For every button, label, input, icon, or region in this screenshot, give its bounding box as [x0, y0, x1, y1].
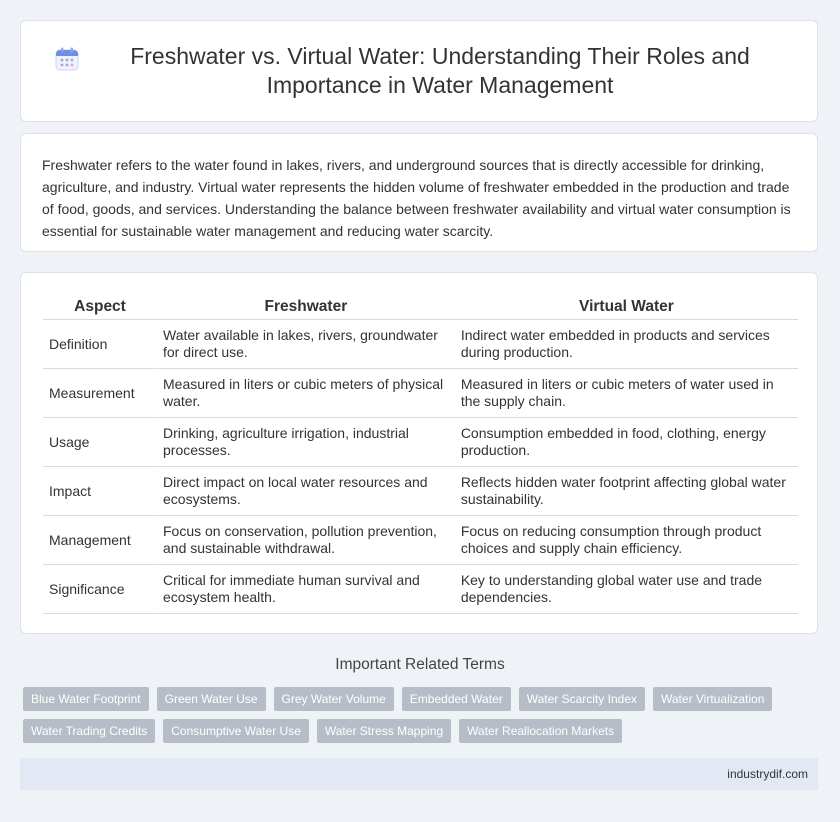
table-header: [43, 295, 798, 320]
row-virtual-water: Indirect water embedded in products and services during production.: [455, 320, 798, 369]
row-virtual-water: Key to understanding global water use and trade dependencies.: [455, 565, 798, 614]
table-row: [43, 418, 798, 467]
tag-water-scarcity-index[interactable]: Water Scarcity Index: [519, 687, 645, 711]
tag-blue-water-footprint[interactable]: Blue Water Footprint: [23, 687, 149, 711]
row-aspect: Impact: [43, 467, 157, 516]
row-aspect: Measurement: [43, 369, 157, 418]
header-freshwater: Freshwater: [157, 295, 455, 320]
table-row: [43, 516, 798, 565]
footer-site-link[interactable]: industrydif.com: [727, 767, 808, 781]
row-virtual-water: Focus on reducing consumption through product choices and supply chain efficiency.: [455, 516, 798, 565]
intro-card: [20, 133, 818, 252]
table-header-row: [43, 295, 798, 320]
footer: [20, 758, 818, 790]
row-virtual-water: Consumption embedded in food, clothing, energy production.: [455, 418, 798, 467]
header-inner: [49, 42, 789, 100]
row-aspect: Management: [43, 516, 157, 565]
row-virtual-water: Reflects hidden water footprint affecting global water sustainability.: [455, 467, 798, 516]
row-aspect: Significance: [43, 565, 157, 614]
tag-water-virtualization[interactable]: Water Virtualization: [653, 687, 772, 711]
table-row: [43, 369, 798, 418]
tag-grey-water-volume[interactable]: Grey Water Volume: [274, 687, 394, 711]
row-aspect: Definition: [43, 320, 157, 369]
comparison-table-card: [20, 272, 818, 634]
row-freshwater: Water available in lakes, rivers, groundwater for direct use.: [157, 320, 455, 369]
comparison-table: [43, 295, 798, 614]
row-freshwater: Drinking, agriculture irrigation, industrial processes.: [157, 418, 455, 467]
tag-water-trading-credits[interactable]: Water Trading Credits: [23, 719, 155, 743]
row-freshwater: Focus on conservation, pollution prevention, and sustainable withdrawal.: [157, 516, 455, 565]
table-row: [43, 565, 798, 614]
row-virtual-water: Measured in liters or cubic meters of water used in the supply chain.: [455, 369, 798, 418]
header-aspect: Aspect: [43, 295, 157, 320]
row-aspect: Usage: [43, 418, 157, 467]
tag-consumptive-water-use[interactable]: Consumptive Water Use: [163, 719, 309, 743]
tag-water-reallocation-markets[interactable]: Water Reallocation Markets: [459, 719, 622, 743]
row-freshwater: Measured in liters or cubic meters of physical water.: [157, 369, 455, 418]
table-row: [43, 320, 798, 369]
tag-water-stress-mapping[interactable]: Water Stress Mapping: [317, 719, 451, 743]
intro-paragraph: Freshwater refers to the water found in lakes, rivers, and underground sources that is directly accessible for drinking, agriculture, and industry. Virtual water represents the hidden volume of freshwater embedded in the production and trade of food, goods, and services. Understanding the balance between freshwater availability and virtual water consumption is essential for sustainable water management and reducing water scarcity.: [42, 157, 791, 239]
related-terms-tags: [23, 687, 813, 743]
tag-embedded-water[interactable]: Embedded Water: [402, 687, 511, 711]
related-terms-title: Important Related Terms: [335, 656, 505, 673]
table-row: [43, 467, 798, 516]
row-freshwater: Critical for immediate human survival and ecosystem health.: [157, 565, 455, 614]
page-title: Freshwater vs. Virtual Water: Understanding Their Roles and Importance in Water Management: [130, 43, 750, 98]
calendar-icon: [53, 45, 81, 73]
tag-green-water-use[interactable]: Green Water Use: [157, 687, 266, 711]
table-body: [43, 320, 798, 614]
row-freshwater: Direct impact on local water resources and ecosystems.: [157, 467, 455, 516]
header-virtual-water: Virtual Water: [455, 295, 798, 320]
header-card: [20, 20, 818, 122]
